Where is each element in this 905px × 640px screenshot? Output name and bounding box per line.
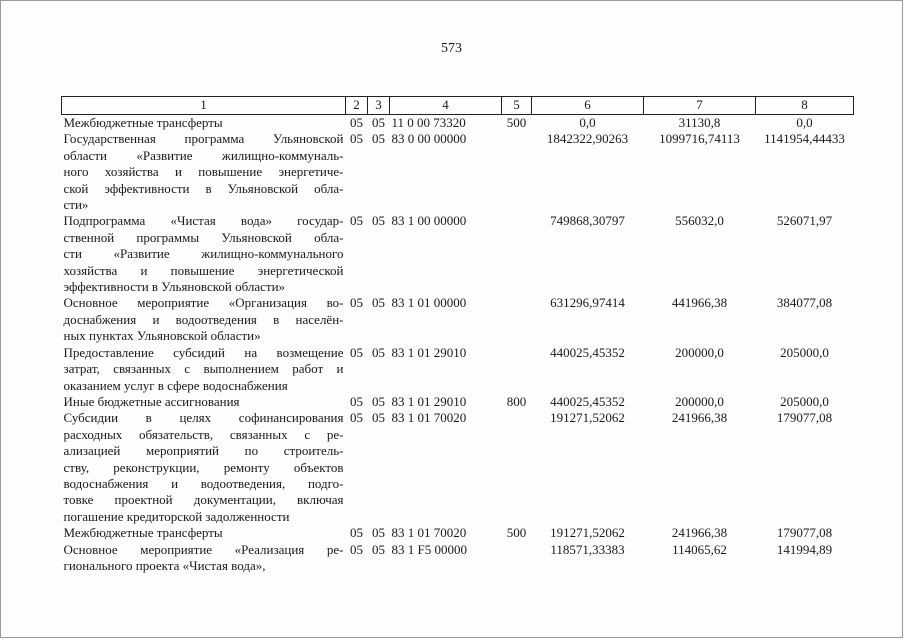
- target-article-cell: 83 1 01 29010: [391, 393, 467, 409]
- table-row: [62, 295, 854, 344]
- row-name-line: гионального проекта «Чистая вода»,: [63, 557, 266, 573]
- header-col-7: 7: [644, 97, 756, 115]
- row-name-cell: [62, 525, 346, 541]
- amount-col-7-cell: 114065,62: [672, 541, 727, 557]
- row-name-line: ного хозяйства и повышение энергетиче-: [63, 164, 344, 180]
- section-cell: 05: [350, 525, 363, 541]
- table-row: [62, 115, 854, 132]
- expense-type-cell: [502, 131, 532, 213]
- row-name-line: затрат, связанных с выполнением работ и: [63, 361, 344, 377]
- amount-col-7-cell: 200000,0: [675, 393, 724, 409]
- row-name-line: эффективности в Ульяновской области»: [63, 279, 286, 295]
- section-cell: 05: [350, 393, 363, 409]
- subsection-cell: 05: [372, 295, 385, 311]
- amount-col-6-cell: 749868,30797: [550, 213, 625, 229]
- row-name-cell: [62, 394, 346, 410]
- amount-col-6-cell: 440025,45352: [550, 393, 625, 409]
- row-name-line: Субсидии в целях софинансирования: [63, 410, 344, 426]
- expense-type-cell: [502, 410, 532, 525]
- subsection-cell: 05: [372, 213, 385, 229]
- amount-col-7-cell: 241966,38: [671, 410, 728, 426]
- expense-type-cell: [502, 345, 532, 394]
- row-name-line: области «Развитие жилищно-коммуналь-: [63, 147, 344, 163]
- amount-col-8-cell: 179077,08: [776, 410, 833, 426]
- section-cell: 05: [350, 131, 363, 147]
- subsection-cell: 05: [372, 115, 385, 130]
- expense-type-cell: [502, 542, 532, 575]
- target-article-cell: 83 1 01 29010: [391, 344, 467, 360]
- amount-col-8-cell: 1141954,44433: [764, 131, 845, 147]
- header-col-8: 8: [756, 97, 854, 115]
- row-name-line: ской эффективности в Ульяновской обла-: [63, 180, 344, 196]
- row-name-line: ственной программы Ульяновской обла-: [63, 229, 344, 245]
- subsection-cell: 05: [372, 525, 385, 541]
- row-name-line: расходных обязательств, связанных с ре-: [63, 426, 344, 442]
- row-name-cell: [62, 131, 346, 213]
- subsection-cell: 05: [372, 131, 385, 147]
- amount-col-7-cell: 200000,0: [675, 344, 724, 360]
- row-name-line: Межбюджетные трансферты: [63, 115, 223, 130]
- amount-col-8-cell: 141994,89: [776, 541, 833, 557]
- row-name-line: Подпрограмма «Чистая вода» государ-: [63, 213, 344, 229]
- section-cell: 05: [350, 410, 363, 426]
- amount-col-7-cell: 241966,38: [671, 525, 728, 541]
- table-row: [62, 345, 854, 394]
- row-name-cell: [62, 115, 346, 132]
- header-col-5: 5: [502, 97, 532, 115]
- section-cell: 05: [350, 541, 363, 557]
- row-name-line: Государственная программа Ульяновской: [63, 131, 344, 147]
- amount-col-6-cell: 1842322,90263: [546, 131, 629, 147]
- target-article-cell: 83 1 01 00000: [391, 295, 467, 311]
- table-body: [62, 115, 854, 575]
- amount-col-6-cell: 191271,52062: [550, 525, 625, 541]
- row-name-line: ализацией мероприятий по строитель-: [63, 443, 344, 459]
- table-row: [62, 131, 854, 213]
- row-name-line: погашение кредиторской задолженности: [63, 508, 290, 524]
- row-name-line: водоснабжения и водоотведения, подго-: [63, 475, 344, 491]
- row-name-line: Иные бюджетные ассигнования: [63, 393, 240, 409]
- expense-type-cell: 500: [506, 115, 527, 130]
- budget-table: [61, 96, 854, 574]
- row-name-cell: [62, 345, 346, 394]
- row-name-cell: [62, 542, 346, 575]
- amount-col-8-cell: 0,0: [796, 115, 813, 130]
- row-name-line: сти»: [63, 197, 89, 213]
- row-name-line: Предоставление субсидий на возмещение: [63, 344, 344, 360]
- row-name-line: хозяйства и повышение энергетической: [63, 262, 344, 278]
- row-name-cell: [62, 295, 346, 344]
- section-cell: 05: [350, 344, 363, 360]
- target-article-cell: 83 1 F5 00000: [391, 541, 467, 557]
- header-col-6: 6: [532, 97, 644, 115]
- amount-col-8-cell: 384077,08: [776, 295, 833, 311]
- amount-col-6-cell: 191271,52062: [550, 410, 625, 426]
- amount-col-6-cell: 118571,33383: [550, 541, 625, 557]
- row-name-line: ных пунктах Ульяновской области»: [63, 328, 261, 344]
- row-name-cell: [62, 410, 346, 525]
- row-name-line: ству, реконструкции, ремонту объектов: [63, 459, 344, 475]
- table-header-row: [62, 97, 854, 115]
- amount-col-6-cell: 440025,45352: [550, 344, 625, 360]
- row-name-line: Основное мероприятие «Реализация ре-: [63, 541, 344, 557]
- target-article-cell: 83 1 00 00000: [391, 213, 467, 229]
- target-article-cell: 83 1 01 70020: [391, 410, 467, 426]
- row-name-line: Основное мероприятие «Организация во-: [63, 295, 344, 311]
- row-name-line: оказанием услуг в сфере водоснабжения: [63, 377, 288, 393]
- target-article-cell: 83 0 00 00000: [391, 131, 467, 147]
- header-col-1: 1: [62, 97, 346, 115]
- expense-type-cell: [502, 295, 532, 344]
- amount-col-8-cell: 526071,97: [776, 213, 833, 229]
- amount-col-8-cell: 179077,08: [776, 525, 833, 541]
- header-col-4: 4: [390, 97, 502, 115]
- row-name-cell: [62, 213, 346, 295]
- header-col-2: 2: [346, 97, 368, 115]
- subsection-cell: 05: [372, 344, 385, 360]
- amount-col-7-cell: 441966,38: [671, 295, 728, 311]
- table-row: [62, 394, 854, 410]
- header-col-3: 3: [368, 97, 390, 115]
- amount-col-7-cell: 1099716,74113: [659, 131, 740, 147]
- row-name-line: товке проектной документации, включая: [63, 492, 344, 508]
- table-row: [62, 542, 854, 575]
- target-article-cell: 83 1 01 70020: [391, 525, 467, 541]
- section-cell: 05: [350, 213, 363, 229]
- amount-col-7-cell: 556032,0: [675, 213, 724, 229]
- row-name-line: сти «Развитие жилищно-коммунального: [63, 246, 344, 262]
- expense-type-cell: [502, 213, 532, 295]
- amount-col-8-cell: 205000,0: [780, 344, 829, 360]
- amount-col-6-cell: 0,0: [579, 115, 596, 130]
- expense-type-cell: 500: [506, 525, 527, 541]
- subsection-cell: 05: [372, 393, 385, 409]
- target-article-cell: 11 0 00 73320: [391, 115, 466, 130]
- section-cell: 05: [350, 295, 363, 311]
- page-number: 573: [441, 41, 462, 56]
- table-row: [62, 213, 854, 295]
- subsection-cell: 05: [372, 410, 385, 426]
- amount-col-7-cell: 31130,8: [678, 115, 721, 130]
- row-name-line: доснабжения и водоотведения в населён-: [63, 311, 344, 327]
- table-row: [62, 410, 854, 525]
- table-row: [62, 525, 854, 541]
- subsection-cell: 05: [372, 541, 385, 557]
- section-cell: 05: [350, 115, 363, 130]
- row-name-line: Межбюджетные трансферты: [63, 525, 223, 541]
- expense-type-cell: 800: [506, 393, 527, 409]
- amount-col-8-cell: 205000,0: [780, 393, 829, 409]
- amount-col-6-cell: 631296,97414: [550, 295, 625, 311]
